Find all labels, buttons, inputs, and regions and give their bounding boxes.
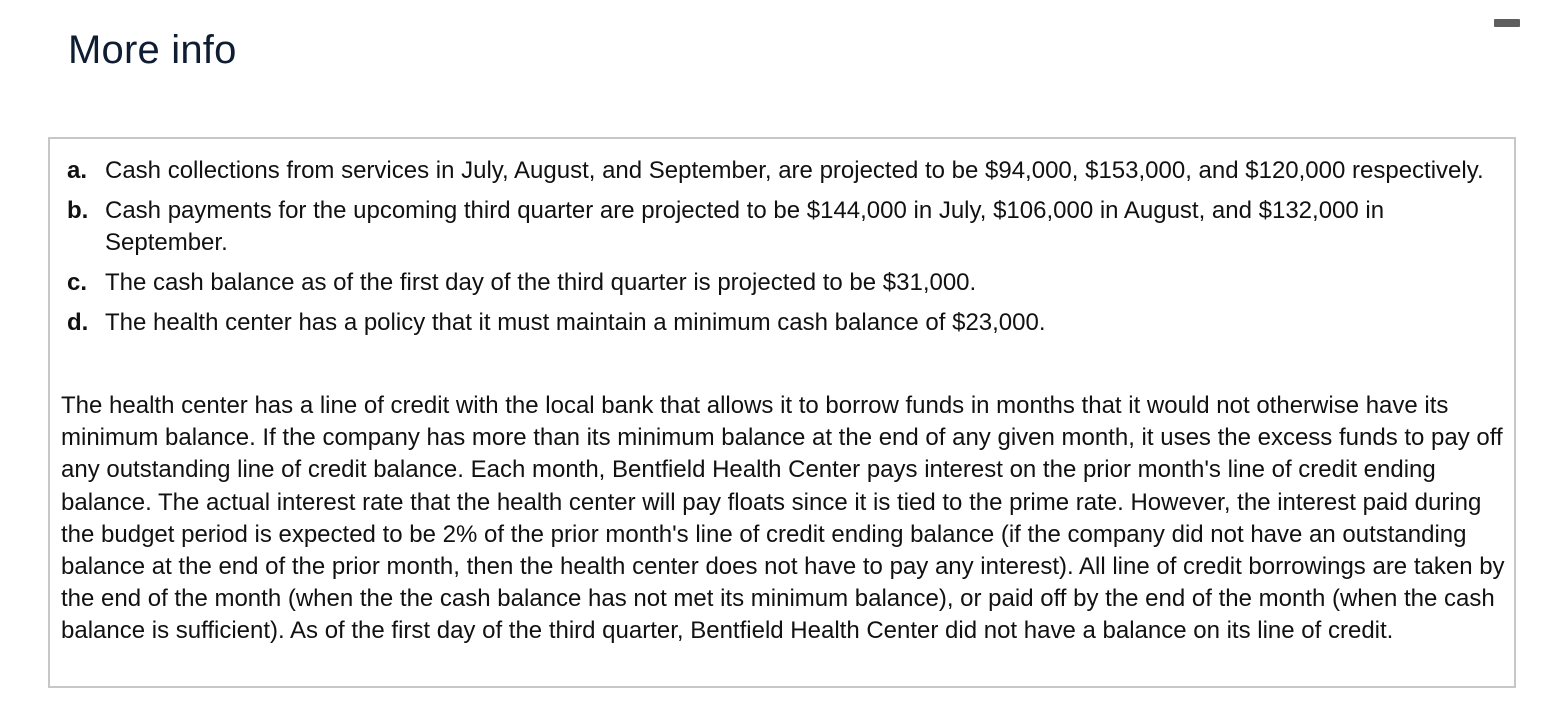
info-list (67, 155, 1507, 347)
list-item-text: The cash balance as of the first day of the third quarter is projected to be $31,000. (105, 269, 977, 296)
list-item-text: Cash collections from services in July, August, and September, are projected to be $94,000, $153,000, and $120,000 respectively. (105, 157, 1484, 184)
list-item (67, 195, 1507, 259)
list-item-marker: d. (67, 309, 89, 336)
list-item-marker: c. (67, 269, 88, 296)
list-item-text: Cash payments for the upcoming third quarter are projected to be $144,000 in July, $106,000 in August, and $132,000 in September. (105, 197, 1385, 256)
list-item-text: The health center has a policy that it must maintain a minimum cash balance of $23,000. (105, 309, 1046, 336)
dialog-title: More info (68, 28, 237, 72)
list-item (67, 307, 1507, 339)
list-item (67, 267, 1507, 299)
info-panel (48, 137, 1516, 688)
list-item-marker: a. (67, 157, 88, 184)
minimize-button[interactable] (1494, 19, 1520, 27)
list-item-marker: b. (67, 197, 89, 224)
info-paragraph: The health center has a line of credit with the local bank that allows it to borrow funds in months that it would not otherwise have its minimum balance. If the company has more than its minimum balance at the end of any given month, it uses the excess funds to pay off any outstanding line of credit balance. Each month, Bentfield Health Center pays interest on the prior month's line of credit ending balance. The actual interest rate that the health center will pay floats since it is tied to the prime rate. However, the interest paid during the budget period is expected to be 2% of the prior month's line of credit ending balance (if the company did not have an outstanding balance at the end of the prior month, then the health center does not have to pay any interest). All line of credit borrowings are taken by the end of the month (when the the cash balance has not met its minimum balance), or paid off by the end of the month (when the cash balance is sufficient). As of the first day of the third quarter, Bentfield Health Center did not have a balance on its line of credit. (61, 392, 1505, 645)
list-item (67, 155, 1507, 187)
